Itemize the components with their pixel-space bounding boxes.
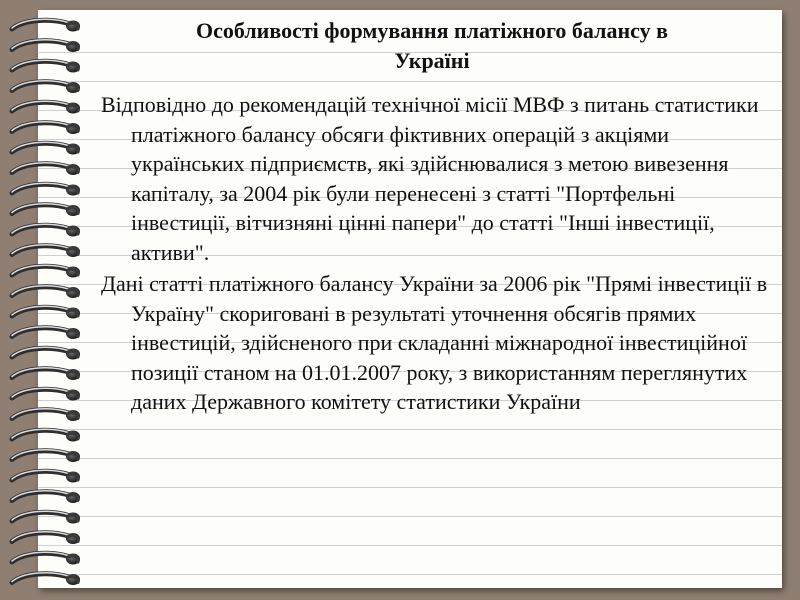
spiral-coil xyxy=(12,163,80,175)
spiral-coil xyxy=(12,183,80,195)
paragraph-imf-recommendation: Відповідно до рекомендацій технічної місії МВФ з питань статистики платіжного балансу обсяги фіктивних операцій з акціями українських підприємств, які здійснювалися з метою вивезення капіталу, за 2004 рік були перенесені з статті "Портфельні інвестиції, вітчизняні цінні папери" до статті "Інші інвестиції, активи". xyxy=(101,92,759,265)
spiral-coil xyxy=(12,491,80,503)
spiral-coil xyxy=(12,327,80,339)
spiral-coil xyxy=(12,511,80,523)
spiral-coil xyxy=(12,532,80,544)
spiral-coil xyxy=(12,450,80,462)
title-line-1: Особливості формування платіжного балансу в xyxy=(195,18,668,43)
spiral-coil xyxy=(12,306,80,318)
spiral-coil xyxy=(12,60,80,72)
spiral-coil xyxy=(12,224,80,236)
paragraph-2006-data: Дані статті платіжного балансу України за 2006 рік "Прямі інвестиції в Україну" скориговані в результаті уточнення обсягів прямих інвестицій, здійсненого при складанні міжнародної інвестиційної позиції станом на 01.01.2007 року, з використанням переглянутих даних Державного комітету статистики України xyxy=(101,271,768,414)
spiral-coil xyxy=(12,409,80,421)
spiral-coil xyxy=(12,470,80,482)
slide-title xyxy=(100,16,764,76)
spiral-coil xyxy=(12,19,80,31)
spiral-coil xyxy=(12,573,80,585)
spiral-coil xyxy=(12,429,80,441)
spiral-coil xyxy=(12,122,80,134)
slide-body xyxy=(101,90,777,419)
spiral-coil xyxy=(12,552,80,564)
title-line-2: Україні xyxy=(394,48,470,73)
spiral-coil xyxy=(12,347,80,359)
spiral-coil xyxy=(12,368,80,380)
spiral-coil xyxy=(12,101,80,113)
spiral-coil xyxy=(12,265,80,277)
spiral-coil xyxy=(12,40,80,52)
notebook-spiral-icon xyxy=(0,14,100,588)
spiral-coil xyxy=(12,286,80,298)
spiral-coil xyxy=(12,245,80,257)
spiral-coil xyxy=(12,204,80,216)
spiral-coil xyxy=(12,388,80,400)
spiral-coil xyxy=(12,81,80,93)
spiral-coil xyxy=(12,142,80,154)
